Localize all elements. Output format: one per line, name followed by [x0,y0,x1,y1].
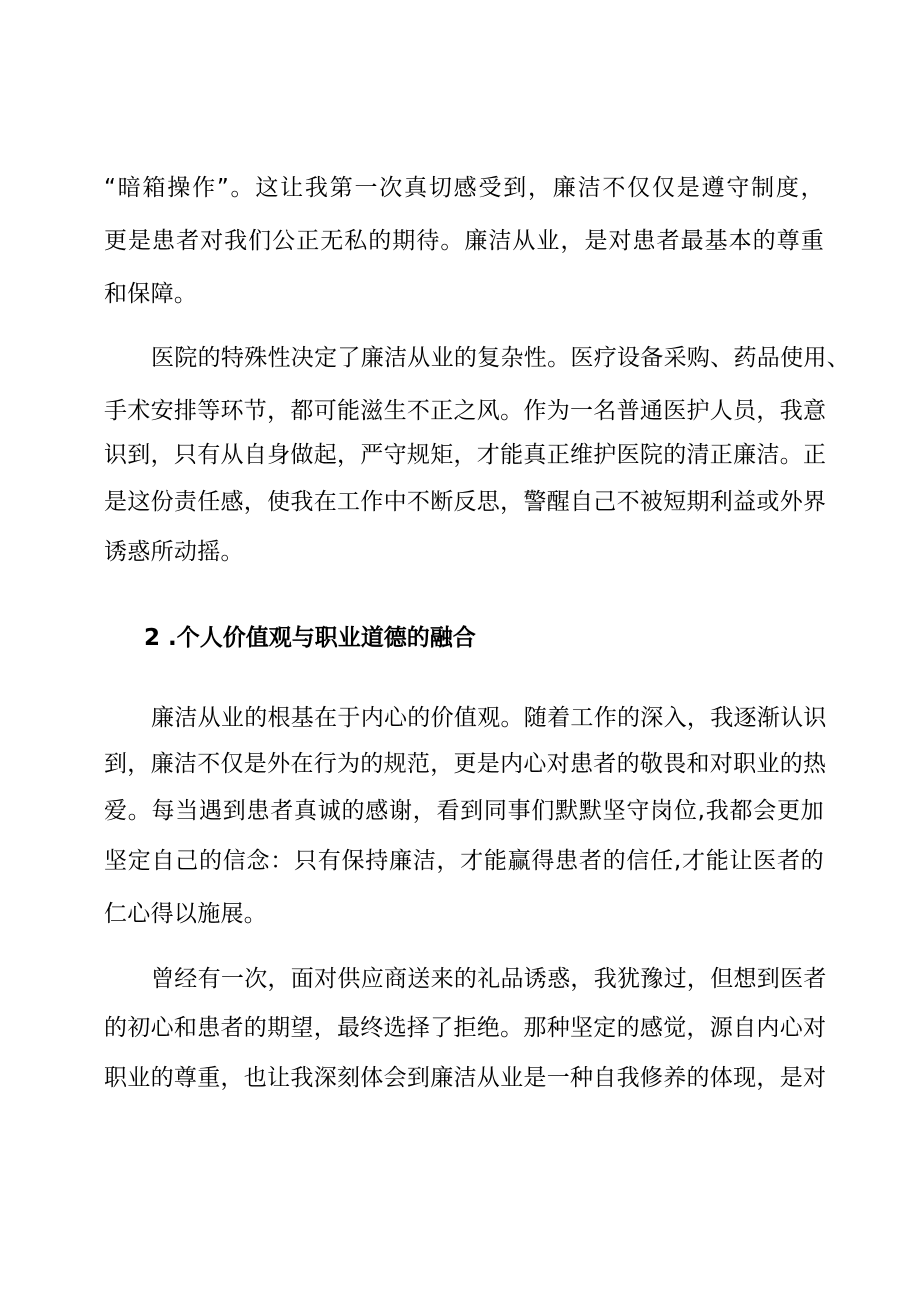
paragraph-4-line-1: 曾经有一次，面对供应商送来的礼品诱惑，我犹豫过，但想到医者 [151,966,827,992]
paragraph-3-line-1: 廉洁从业的根基在于内心的价值观。随着工作的深入，我逐渐认识 [151,705,827,731]
paragraph-1-line-2: 更是患者对我们公正无私的期待。廉洁从业，是对患者最基本的尊重 [104,228,824,254]
paragraph-1-line-3: 和保障。 [104,281,198,307]
paragraph-3-line-2: 到，廉洁不仅是外在行为的规范，更是内心对患者的敬畏和对职业的热 [104,751,827,777]
paragraph-2-line-1: 医院的特殊性决定了廉洁从业的复杂性。医疗设备采购、药品使用、 [151,345,850,371]
section-heading: 2 .个人价值观与职业道德的融合 [144,625,476,651]
paragraph-4-line-3: 职业的尊重，也让我深刻体会到廉洁从业是一种自我修养的体现，是对 [104,1065,827,1091]
paragraph-2-line-5: 诱惑所动摇。 [104,539,244,565]
paragraph-1-line-1: “暗箱操作”。这让我第一次真切感受到，廉洁不仅仅是遵守制度， [104,175,824,201]
paragraph-4-line-2: 的初心和患者的期望，最终选择了拒绝。那种坚定的感觉，源自内心对 [104,1015,827,1041]
paragraph-3-line-4: 坚定自己的信念：只有保持廉洁，才能赢得患者的信任,才能让医者的 [104,848,824,874]
paragraph-2-line-3: 识到，只有从自身做起，严守规矩，才能真正维护医院的清正廉洁。正 [104,442,827,468]
paragraph-2-line-4: 是这份责任感，使我在工作中不断反思，警醒自己不被短期利益或外界 [104,489,827,515]
paragraph-3-line-3: 爱。每当遇到患者真诚的感谢，看到同事们默默坚守岗位,我都会更加 [104,798,824,824]
paragraph-2-line-2: 手术安排等环节，都可能滋生不正之风。作为一名普通医护人员，我意 [104,398,827,424]
paragraph-3-line-5: 仁心得以施展。 [104,901,268,927]
